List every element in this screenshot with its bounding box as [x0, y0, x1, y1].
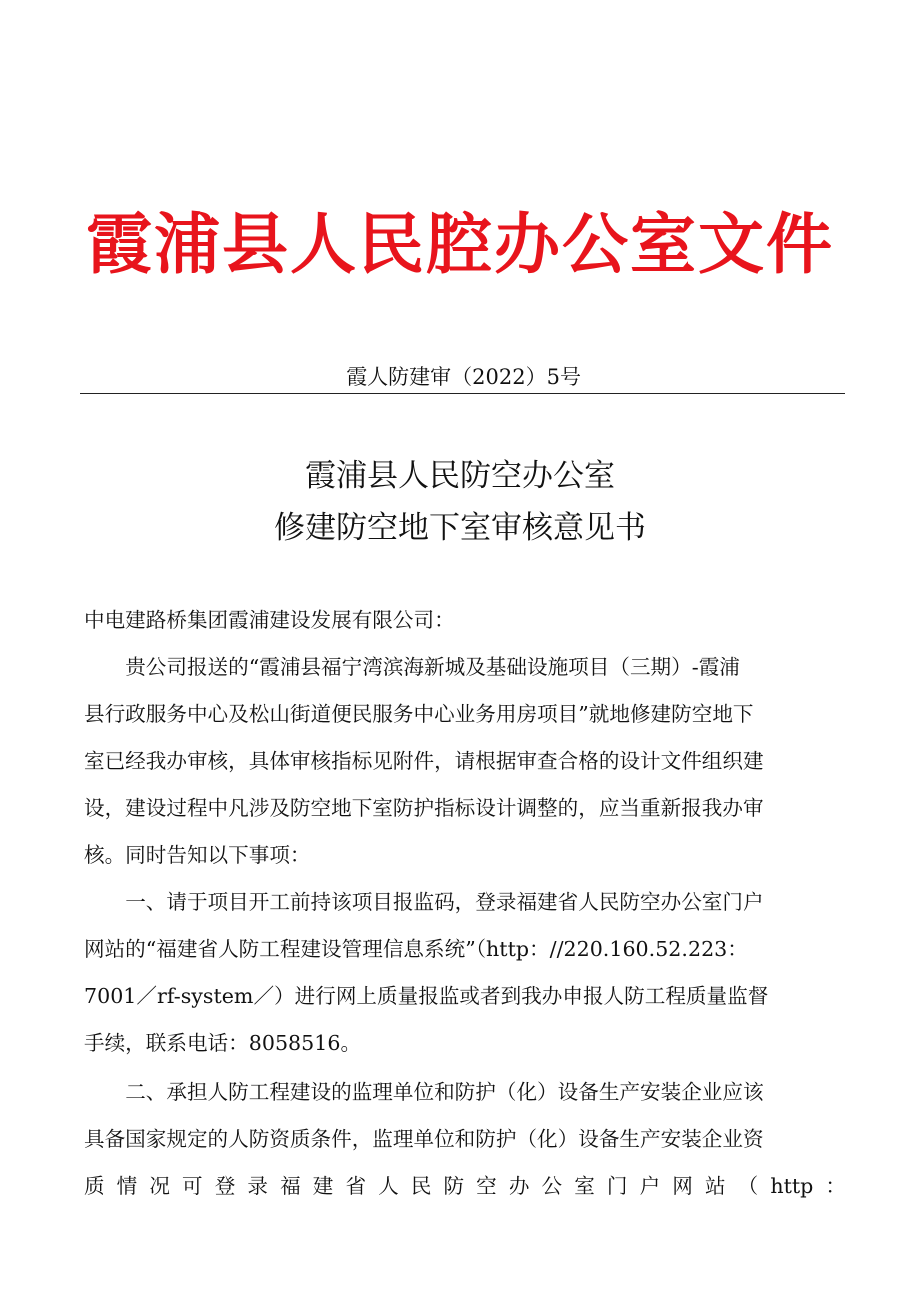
- paragraph-1-line-5: 核。同时告知以下事项：: [84, 843, 311, 867]
- paragraph-1-line-4: 设，建设过程中凡涉及防空地下室防护指标设计调整的，应当重新报我办审: [84, 796, 764, 820]
- item-1-line-2: 网站的“福建省人防工程建设管理信息系统”（http：//220.160.52.223：: [84, 937, 748, 961]
- title-line-2: 修建防空地下室审核意见书: [274, 510, 646, 546]
- item-2-line-1: 二、承担人防工程建设的监理单位和防护（化）设备生产安装企业应该: [125, 1080, 764, 1104]
- paragraph-1-line-3: 室已经我办审核，具体审核指标见附件，请根据审查合格的设计文件组织建: [84, 749, 764, 773]
- paragraph-1-line-2: 县行政服务中心及松山街道便民服务中心业务用房项目”就地修建防空地下: [84, 702, 754, 726]
- title-line-1: 霞浦县人民防空办公室: [305, 458, 615, 494]
- item-2-line-3: 质情况可登录福建省人民防空办公室门户网站（http：: [84, 1174, 846, 1198]
- document-number: 霞人防建审（2022）5号: [346, 365, 581, 389]
- paragraph-1-line-1: 贵公司报送的“霞浦县福宁湾滨海新城及基础设施项目（三期）-霞浦: [125, 655, 740, 679]
- document-title: [0, 450, 920, 554]
- addressee: 中电建路桥集团霞浦建设发展有限公司：: [84, 608, 455, 632]
- item-2-line-2: 具备国家规定的人防资质条件，监理单位和防护（化）设备生产安装企业资: [84, 1127, 764, 1151]
- document-body: [84, 597, 846, 1210]
- item-1-line-1: 一、请于项目开工前持该项目报监码，登录福建省人民防空办公室门户: [125, 890, 764, 914]
- red-header-title: 霞浦县人民腔办公室文件: [86, 206, 834, 283]
- item-1-line-3: 7001／rf-system／）进行网上质量报监或者到我办申报人防工程质量监督: [84, 984, 769, 1008]
- item-1-line-4: 手续，联系电话：8058516。: [84, 1031, 362, 1055]
- header-divider: [80, 393, 845, 394]
